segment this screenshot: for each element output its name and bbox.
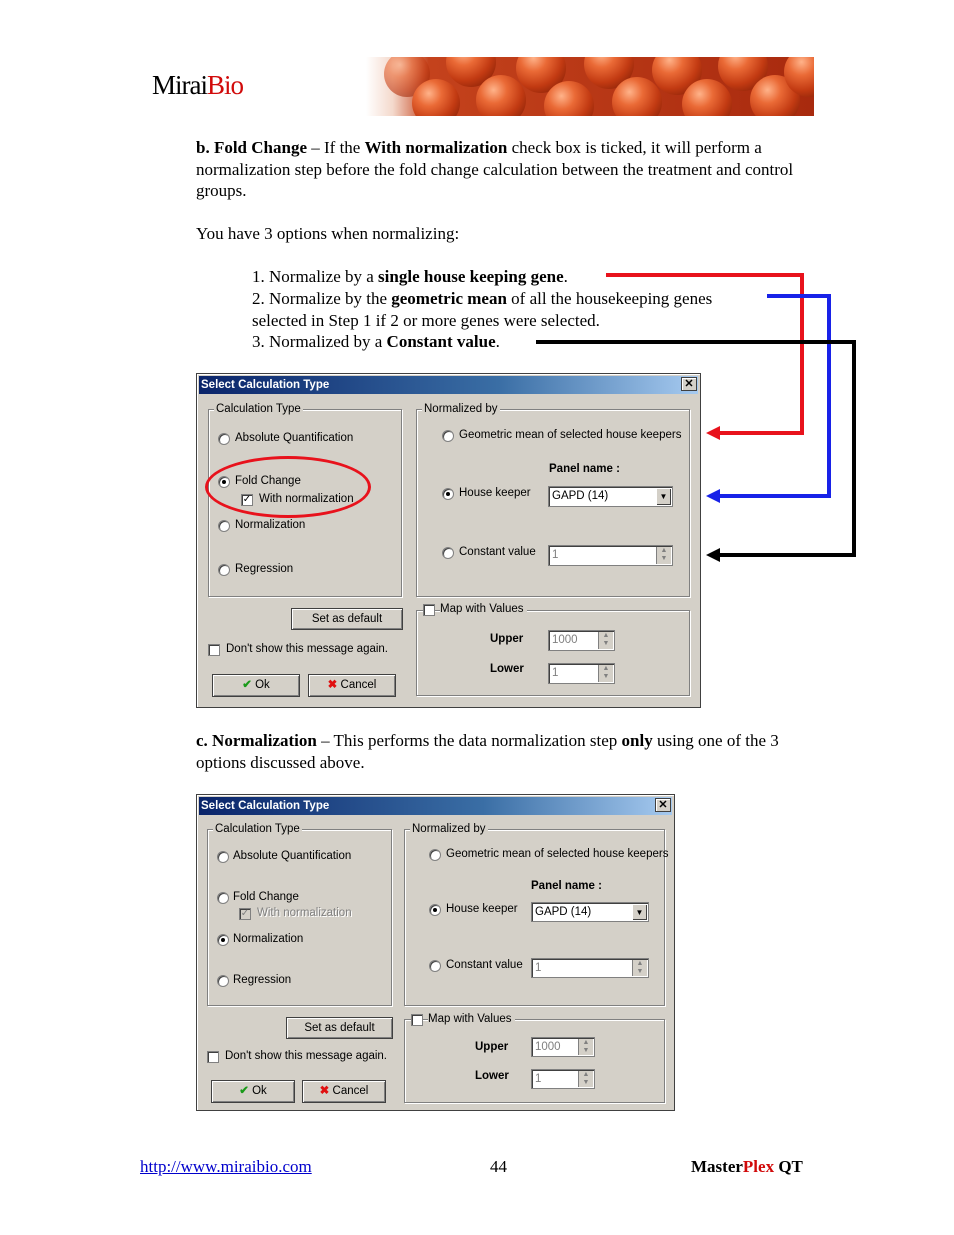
panel-name-dropdown[interactable] <box>548 486 673 507</box>
dialog-title: Select Calculation Type <box>199 797 672 815</box>
select-calculation-dialog-fold-change <box>196 373 701 708</box>
text: . <box>495 332 500 351</box>
red-arrow-line <box>606 273 804 277</box>
calculation-type-label: Calculation Type <box>215 823 300 835</box>
radio-absolute[interactable] <box>217 851 229 863</box>
spinner-icon[interactable]: ▲ ▼ <box>598 665 613 682</box>
blue-arrow-line <box>718 494 831 498</box>
radio-constant-value[interactable] <box>442 547 454 559</box>
text: – This performs the data normalization step <box>316 731 622 750</box>
with-normalization-label: With normalization <box>257 907 352 919</box>
option-3-term: Constant value <box>386 332 496 351</box>
product-master: Master <box>691 1157 743 1176</box>
blue-arrow-line <box>767 294 831 298</box>
normalization-paragraph <box>196 730 806 773</box>
fold-change-label: Fold Change <box>235 475 301 487</box>
geometric-mean-label: Geometric mean of selected house keepers <box>459 429 682 441</box>
ok-button[interactable] <box>212 674 300 697</box>
black-arrow-head-icon <box>706 548 720 562</box>
normalized-by-label: Normalized by <box>412 823 486 835</box>
ok-label: Ok <box>255 679 270 691</box>
only-term: only <box>621 731 653 750</box>
text: 3. Normalized by a <box>252 332 387 351</box>
text: check box is ticked, it will perform a normalization step before the fold change calculation between the treatment and control groups. <box>196 138 794 200</box>
ok-label: Ok <box>252 1085 267 1097</box>
lower-label: Lower <box>475 1070 509 1082</box>
normalized-by-label: Normalized by <box>424 403 498 415</box>
panel-name-dropdown[interactable] <box>531 902 649 922</box>
red-arrow-line <box>718 431 804 435</box>
option-2 <box>252 288 764 331</box>
regression-label: Regression <box>235 563 294 575</box>
lower-value: 1 <box>535 1073 542 1085</box>
page-number: 44 <box>490 1157 507 1176</box>
radio-house-keeper[interactable] <box>442 488 454 500</box>
absolute-label: Absolute Quantification <box>235 432 354 444</box>
radio-fold-change[interactable] <box>217 892 229 904</box>
map-values-checkbox[interactable] <box>411 1014 423 1026</box>
dont-show-checkbox[interactable] <box>208 644 220 656</box>
dialog-title: Select Calculation Type <box>199 376 698 394</box>
panel-name-label: Panel name : <box>531 880 602 892</box>
constant-value-label: Constant value <box>459 546 536 558</box>
text: . <box>563 267 568 286</box>
with-normalization-checkbox[interactable]: ✓ <box>240 908 250 919</box>
text: 1. Normalize by a <box>252 267 379 286</box>
footer-url-link[interactable]: http://www.miraibio.com <box>140 1157 312 1176</box>
lower-label: Lower <box>490 663 524 675</box>
radio-geometric-mean[interactable] <box>442 430 454 442</box>
with-normalization-checkbox[interactable]: ✓ <box>242 494 252 505</box>
dont-show-checkbox[interactable] <box>207 1051 219 1063</box>
normalization-label: Normalization <box>233 933 304 945</box>
radio-geometric-mean[interactable] <box>429 849 441 861</box>
text: using one of the 3 options discussed above. <box>196 731 779 772</box>
options-intro: You have 3 options when normalizing: <box>196 224 460 243</box>
house-keeper-label: House keeper <box>459 487 531 499</box>
header-banner-image <box>366 57 814 116</box>
radio-regression[interactable] <box>217 975 229 987</box>
blue-arrow-head-icon <box>706 489 720 503</box>
spinner-icon[interactable]: ▲ ▼ <box>632 960 647 976</box>
upper-label: Upper <box>490 633 524 645</box>
radio-regression[interactable] <box>218 564 230 576</box>
chevron-down-icon[interactable]: ▼ <box>632 904 647 920</box>
constant-value: 1 <box>552 549 559 561</box>
text: – If the <box>307 138 365 157</box>
set-as-default-button[interactable]: Set as default <box>286 1017 393 1039</box>
geometric-mean-label: Geometric mean of selected house keepers <box>446 848 669 860</box>
constant-value-input[interactable] <box>548 545 673 566</box>
with-normalization-label: With normalization <box>259 493 354 505</box>
constant-value: 1 <box>535 962 542 974</box>
panel-name-label: Panel name : <box>549 463 620 475</box>
map-values-label: Map with Values <box>428 1013 515 1025</box>
close-icon[interactable]: ✕ <box>681 377 697 391</box>
radio-absolute[interactable] <box>218 433 230 445</box>
upper-value: 1000 <box>552 634 578 646</box>
black-arrow-line <box>536 340 856 344</box>
upper-label: Upper <box>475 1041 509 1053</box>
cancel-button[interactable] <box>308 674 396 697</box>
lower-input[interactable] <box>531 1069 595 1089</box>
red-arrow-head-icon <box>706 426 720 440</box>
spinner-icon[interactable]: ▲ ▼ <box>598 632 613 649</box>
set-as-default-button[interactable]: Set as default <box>291 608 403 630</box>
cancel-label: Cancel <box>340 679 377 691</box>
lower-input[interactable] <box>548 663 615 684</box>
constant-value-input[interactable] <box>531 958 649 978</box>
radio-normalization[interactable] <box>217 934 229 946</box>
product-qt: QT <box>774 1157 803 1176</box>
fold-change-label: Fold Change <box>233 891 299 903</box>
map-values-label: Map with Values <box>440 603 527 615</box>
text: 2. Normalize by the <box>252 289 392 308</box>
with-normalization-term: With normalization <box>364 138 508 157</box>
option-2-term: geometric mean <box>391 289 507 308</box>
absolute-label: Absolute Quantification <box>233 850 352 862</box>
spinner-icon[interactable]: ▲ ▼ <box>578 1071 593 1087</box>
map-values-checkbox[interactable] <box>423 604 435 616</box>
check-icon: ✔ <box>239 1085 249 1097</box>
house-keeper-label: House keeper <box>446 903 518 915</box>
select-calculation-dialog-normalization <box>196 794 675 1111</box>
upper-input[interactable] <box>531 1037 595 1057</box>
product-plex: Plex <box>742 1157 775 1176</box>
map-values-group <box>404 1019 665 1103</box>
calculation-type-label: Calculation Type <box>216 403 301 415</box>
check-icon: ✔ <box>242 679 252 691</box>
black-arrow-line <box>852 340 856 557</box>
normalization-label: Normalization <box>235 519 306 531</box>
text: of all the housekeeping genes selected in Step 1 if 2 or more genes were selected. <box>252 289 713 330</box>
black-arrow-line <box>718 553 856 557</box>
upper-value: 1000 <box>535 1041 561 1053</box>
fold-change-paragraph <box>196 137 816 202</box>
cancel-button[interactable] <box>302 1080 386 1103</box>
spinner-icon[interactable]: ▲ ▼ <box>578 1039 593 1055</box>
product-name <box>691 1157 803 1177</box>
regression-label: Regression <box>233 974 292 986</box>
x-icon: ✖ <box>327 679 338 691</box>
ok-button[interactable] <box>211 1080 295 1103</box>
blue-arrow-line <box>827 294 831 498</box>
radio-house-keeper[interactable] <box>429 904 441 916</box>
dont-show-label: Don't show this message again. <box>225 1050 388 1062</box>
logo-mirai: Mirai <box>152 70 207 100</box>
fold-change-heading: b. Fold Change <box>196 138 307 157</box>
spinner-icon[interactable]: ▲ ▼ <box>656 547 671 564</box>
cancel-label: Cancel <box>332 1085 369 1097</box>
lower-value: 1 <box>552 667 559 679</box>
panel-value: GAPD (14) <box>552 490 609 502</box>
radio-normalization[interactable] <box>218 520 230 532</box>
highlight-ellipse <box>205 456 371 518</box>
panel-value: GAPD (14) <box>535 906 592 918</box>
mirai-bio-logo <box>152 70 243 101</box>
normalization-heading: c. Normalization <box>196 731 317 750</box>
radio-constant-value[interactable] <box>429 960 441 972</box>
x-icon: ✖ <box>319 1085 330 1097</box>
logo-bio: Bio <box>207 70 244 100</box>
chevron-down-icon[interactable]: ▼ <box>656 488 671 505</box>
close-icon[interactable]: ✕ <box>655 798 671 812</box>
upper-input[interactable] <box>548 630 615 651</box>
dont-show-label: Don't show this message again. <box>226 643 389 655</box>
option-1-term: single house keeping gene <box>378 267 564 286</box>
constant-value-label: Constant value <box>446 959 523 971</box>
